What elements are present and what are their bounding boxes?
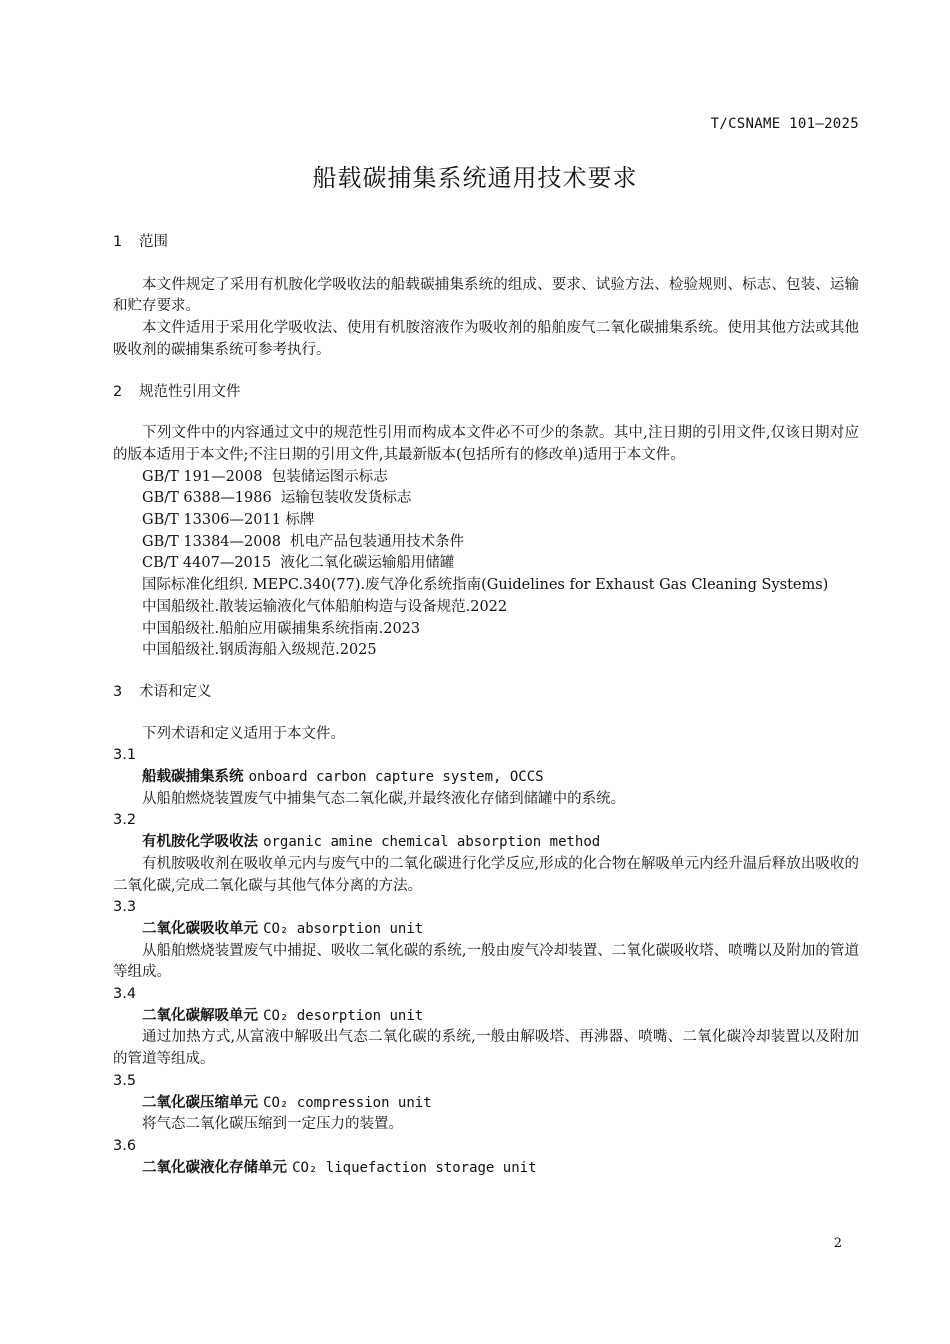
term-name — [113, 1093, 859, 1115]
reference-item: GB/T 191—2008 包装储运图示标志 — [142, 468, 388, 485]
term-number: 3.2 — [113, 812, 137, 829]
reference-item: 国际标准化组织. MEPC.340(77).废气净化系统指南(Guidelines for Exhaust Gas Cleaning Systems) — [142, 577, 829, 594]
reference-item: GB/T 6388—1986 运输包装收发货标志 — [142, 490, 412, 507]
reference-item: 中国船级社.船舶应用碳捕集系统指南.2023 — [142, 620, 421, 637]
reference-item: CB/T 4407—2015 液化二氧化碳运输船用储罐 — [142, 555, 455, 572]
reference-item: GB/T 13306—2011 标牌 — [142, 512, 315, 529]
section-title: 术语和定义 — [139, 683, 212, 700]
paragraph: 下列文件中的内容通过文中的规范性引用而构成本文件必不可少的条款。其中,注日期的引用文件,仅该日期对应的版本适用于本文件;不注日期的引用文件,其最新版本(包括所有的修改单)适用于本文件。 — [113, 425, 859, 463]
term-name — [113, 919, 859, 941]
term-definition: 通过加热方式,从富液中解吸出气态二氧化碳的系统,一般由解吸塔、再沸器、喷嘴、二氧化碳冷却装置以及附加的管道等组成。 — [113, 1029, 859, 1068]
term-name-zh: 二氧化碳压缩单元 — [142, 1094, 258, 1111]
standard-number: T/CSNAME 101—2025 — [710, 116, 859, 132]
reference-item: 中国船级社.散装运输液化气体船舶构造与设备规范.2022 — [142, 598, 508, 615]
term-number: 3.4 — [113, 986, 137, 1003]
term-number: 3.6 — [113, 1138, 137, 1154]
term-name-en: CO₂ liquefaction storage unit — [292, 1159, 537, 1176]
term-name-zh: 二氧化碳解吸单元 — [142, 1007, 258, 1024]
section-number: 2 — [113, 383, 123, 400]
term-name — [113, 767, 859, 789]
term-entry — [113, 897, 859, 984]
term-name-zh: 有机胺化学吸收法 — [142, 834, 258, 851]
term-definition: 从船舶燃烧装置废气中捕捉、吸收二氧化碳的系统,一般由废气冷却装置、二氧化碳吸收塔、喷嘴以及附加的管道等组成。 — [113, 942, 859, 981]
term-definition: 将气态二氧化碳压缩到一定压力的装置。 — [142, 1116, 403, 1133]
term-name-en: CO₂ compression unit — [263, 1094, 432, 1111]
term-name — [113, 832, 859, 854]
document-title: 船载碳捕集系统通用技术要求 — [312, 164, 638, 192]
page-number: 2 — [833, 1236, 842, 1251]
term-name — [113, 1158, 859, 1180]
term-entry — [113, 1071, 859, 1136]
term-name-en: CO₂ desorption unit — [263, 1007, 424, 1024]
section-title: 范围 — [139, 234, 168, 250]
reference-item: GB/T 13384—2008 机电产品包装通用技术条件 — [142, 533, 465, 550]
term-name-en: organic amine chemical absorption method — [263, 834, 601, 851]
section-heading-normative-references — [113, 382, 859, 404]
paragraph: 下列术语和定义适用于本文件。 — [142, 725, 345, 742]
paragraph: 本文件适用于采用化学吸收法、使用有机胺溶液作为吸收剂的船舶废气二氧化碳捕集系统。使用其他方法或其他吸收剂的碳捕集系统可参考执行。 — [113, 320, 859, 358]
term-entry — [113, 745, 859, 810]
section-heading-terms-and-definitions — [113, 682, 859, 704]
term-name-zh: 船载碳捕集系统 — [142, 769, 244, 786]
term-name-en: onboard carbon capture system, OCCS — [248, 769, 544, 786]
term-number: 3.1 — [113, 747, 137, 764]
term-number: 3.3 — [113, 899, 137, 916]
term-definition: 有机胺吸收剂在吸收单元内与废气中的二氧化碳进行化学反应,形成的化合物在解吸单元内经升温后释放出吸收的二氧化碳,完成二氧化碳与其他气体分离的方法。 — [113, 855, 859, 894]
section-number: 1 — [113, 234, 123, 250]
term-name — [113, 1006, 859, 1028]
term-name-zh: 二氧化碳液化存储单元 — [142, 1159, 287, 1176]
term-name-en: CO₂ absorption unit — [263, 920, 424, 937]
section-title: 规范性引用文件 — [139, 383, 241, 400]
reference-item: 中国船级社.钢质海船入级规范.2025 — [142, 642, 377, 659]
term-entry — [113, 810, 859, 897]
term-entry — [113, 1136, 859, 1179]
term-definition: 从船舶燃烧装置废气中捕集气态二氧化碳,并最终液化存储到储罐中的系统。 — [142, 790, 626, 807]
term-name-zh: 二氧化碳吸收单元 — [142, 920, 258, 937]
document-body — [113, 232, 859, 1179]
paragraph: 本文件规定了采用有机胺化学吸收法的船载碳捕集系统的组成、要求、试验方法、检验规则、标志、包装、运输和贮存要求。 — [113, 276, 859, 315]
section-number: 3 — [113, 683, 123, 700]
section-heading-scope — [113, 232, 859, 254]
term-entry — [113, 984, 859, 1071]
term-number: 3.5 — [113, 1072, 137, 1089]
